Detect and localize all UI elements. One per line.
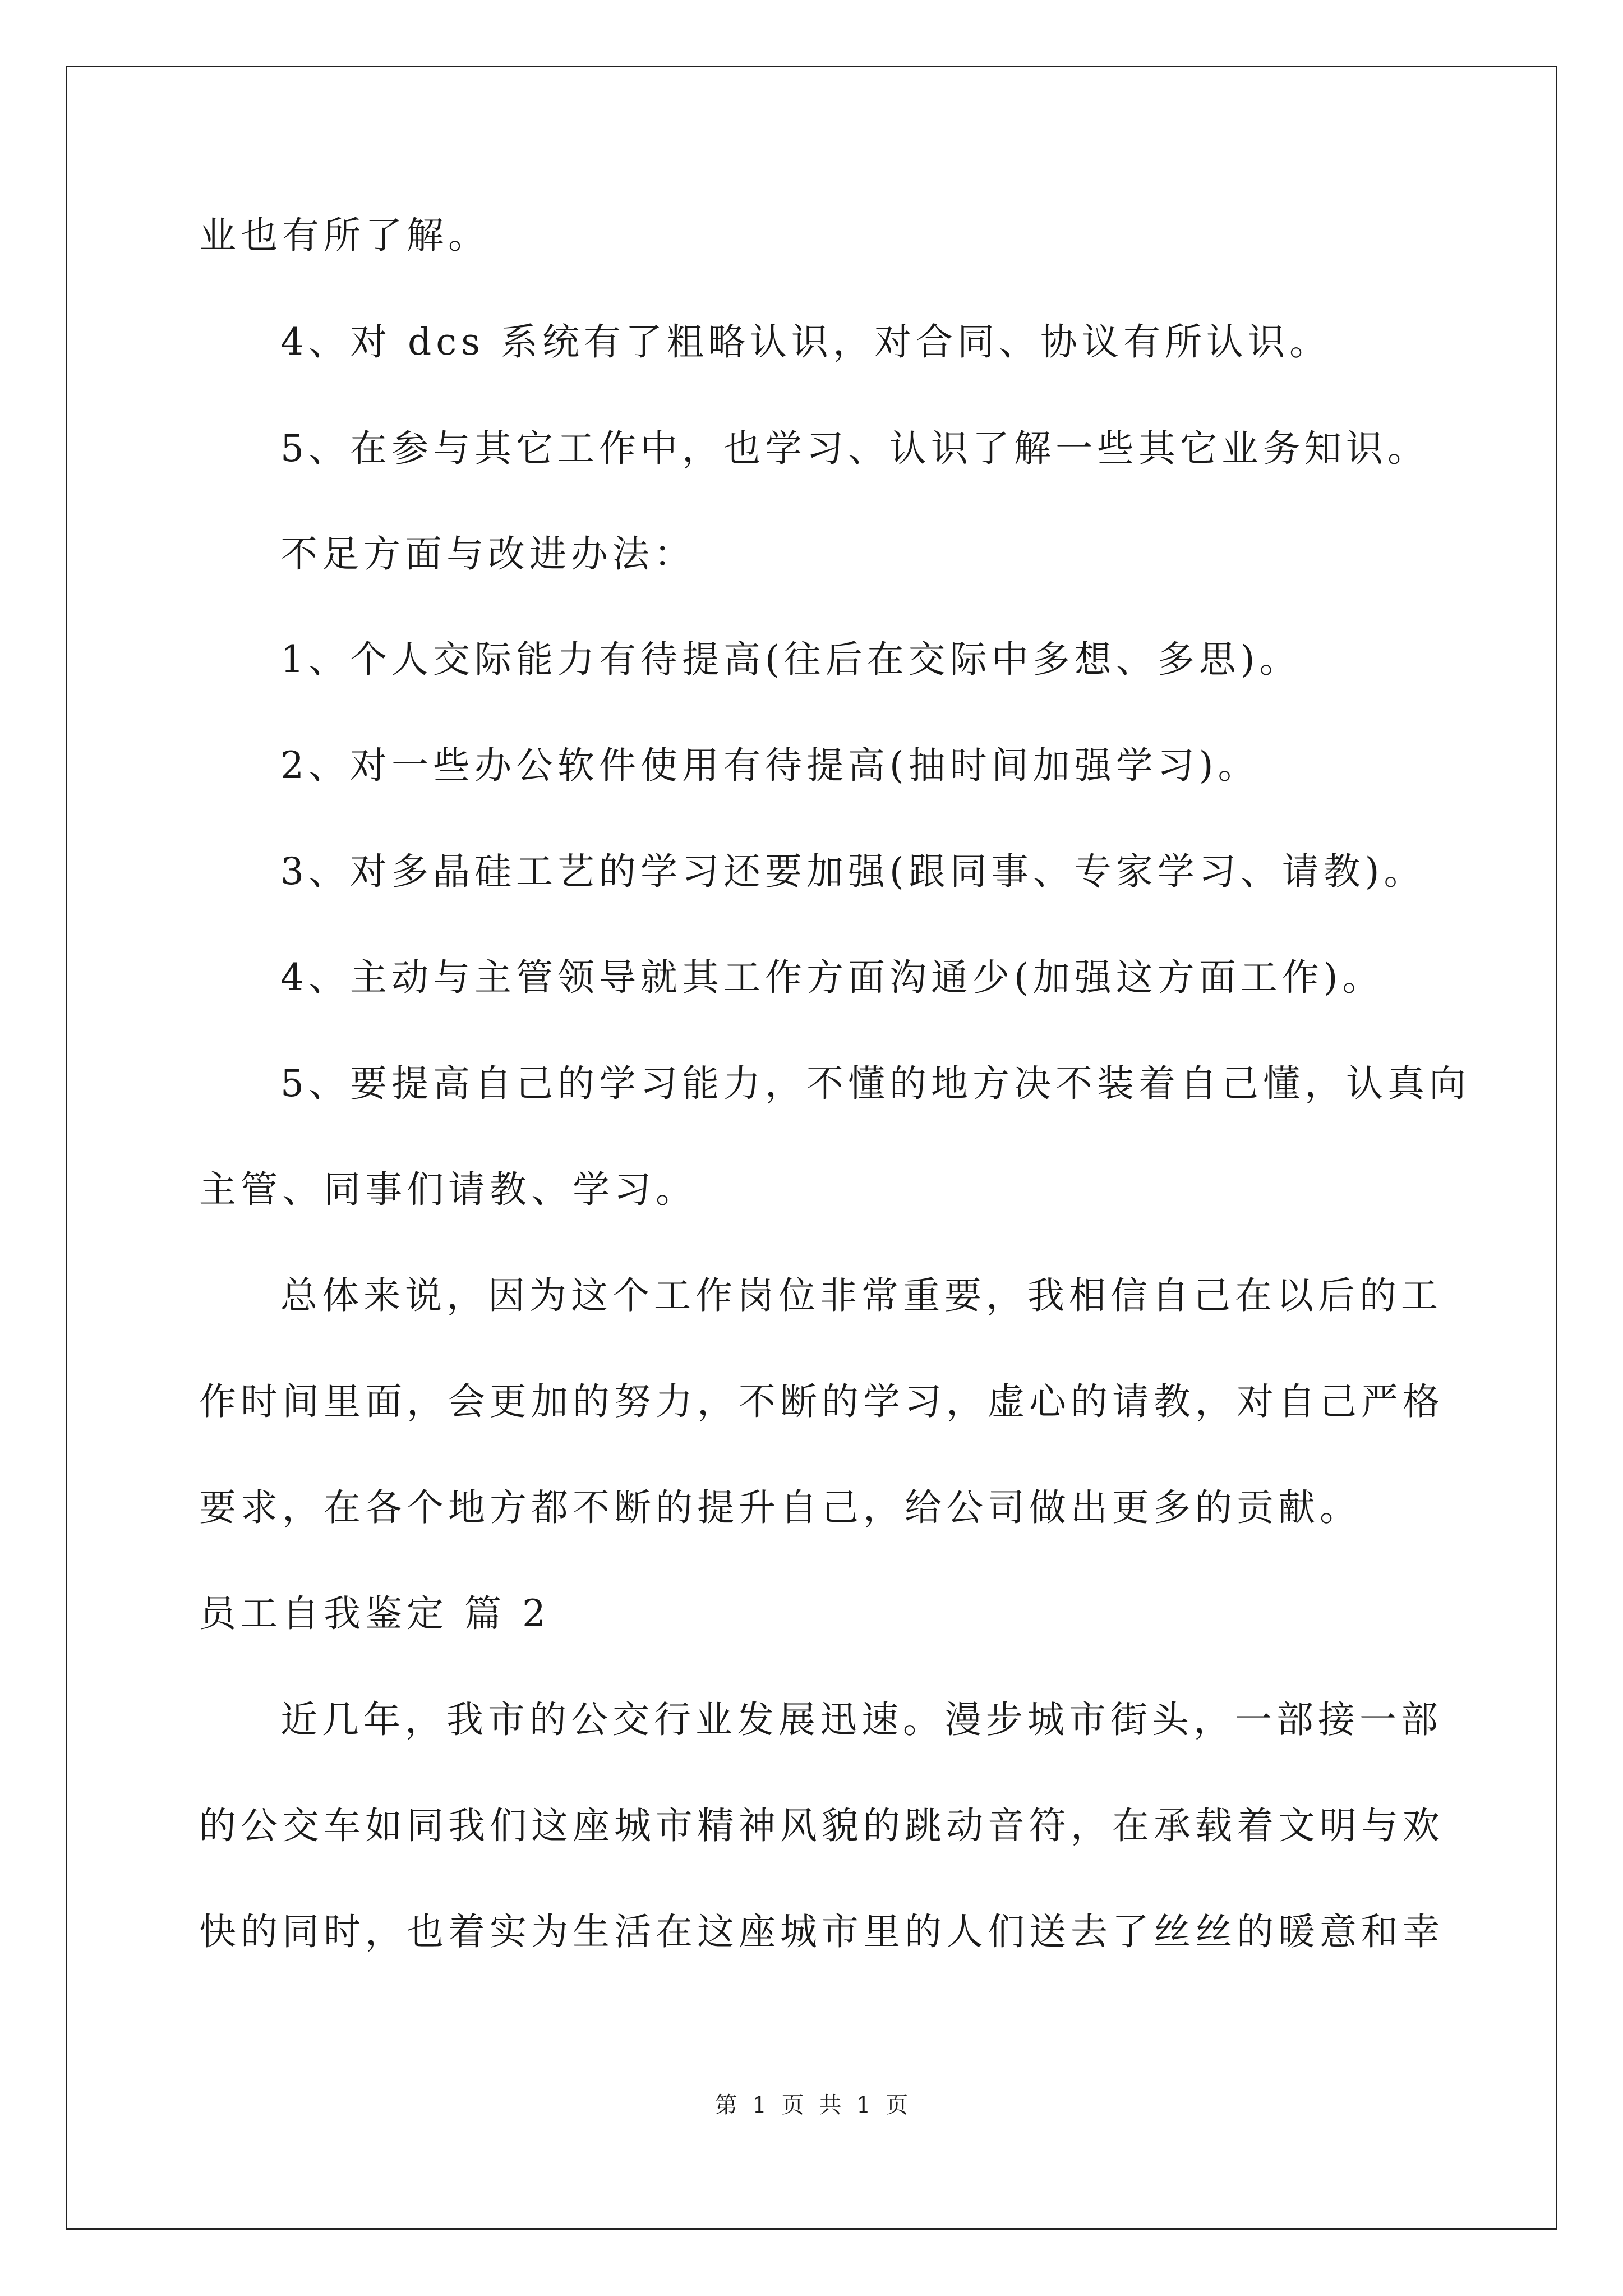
paragraph-line: 近几年，我市的公交行业发展迅速。漫步城市街头，一部接一部 [280,1698,1442,1741]
paragraph-line: 作时间里面，会更加的努力，不断的学习，虚心的请教，对自己严格 [199,1380,1444,1423]
paragraph-line: 4、主动与主管领导就其工作方面沟通少(加强这方面工作)。 [280,956,1384,999]
paragraph-line: 4、对 dcs 系统有了粗略认识，对合同、协议有所认识。 [280,320,1331,364]
section-title: 员工自我鉴定 篇 2 [199,1592,550,1635]
paragraph-line: 总体来说，因为这个工作岗位非常重要，我相信自己在以后的工 [280,1274,1442,1317]
section-heading: 不足方面与改进办法： [280,532,695,576]
paragraph-line: 快的同时，也着实为生活在这座城市里的人们送去了丝丝的暖意和幸 [199,1910,1444,1953]
paragraph-line: 业也有所了解。 [199,214,490,257]
paragraph-line: 主管、同事们请教、学习。 [199,1168,697,1211]
paragraph-line: 2、对一些办公软件使用有待提高(抽时间加强学习)。 [280,744,1260,787]
paragraph-line: 的公交车如同我们这座城市精神风貌的跳动音符，在承载着文明与欢 [199,1804,1444,1847]
paragraph-line: 5、在参与其它工作中，也学习、认识了解一些其它业务知识。 [280,427,1429,470]
paragraph-line: 1、个人交际能力有待提高(往后在交际中多想、多思)。 [280,638,1301,681]
paragraph-line: 3、对多晶硅工艺的学习还要加强(跟同事、专家学习、请教)。 [280,850,1426,893]
page-number-footer: 第 1 页 共 1 页 [714,2092,909,2118]
paragraph-line: 5、要提高自己的学习能力，不懂的地方决不装着自己懂，认真向 [280,1062,1470,1105]
paragraph-line: 要求，在各个地方都不断的提升自己，给公司做出更多的贡献。 [199,1486,1361,1529]
page-frame [66,66,1557,2230]
